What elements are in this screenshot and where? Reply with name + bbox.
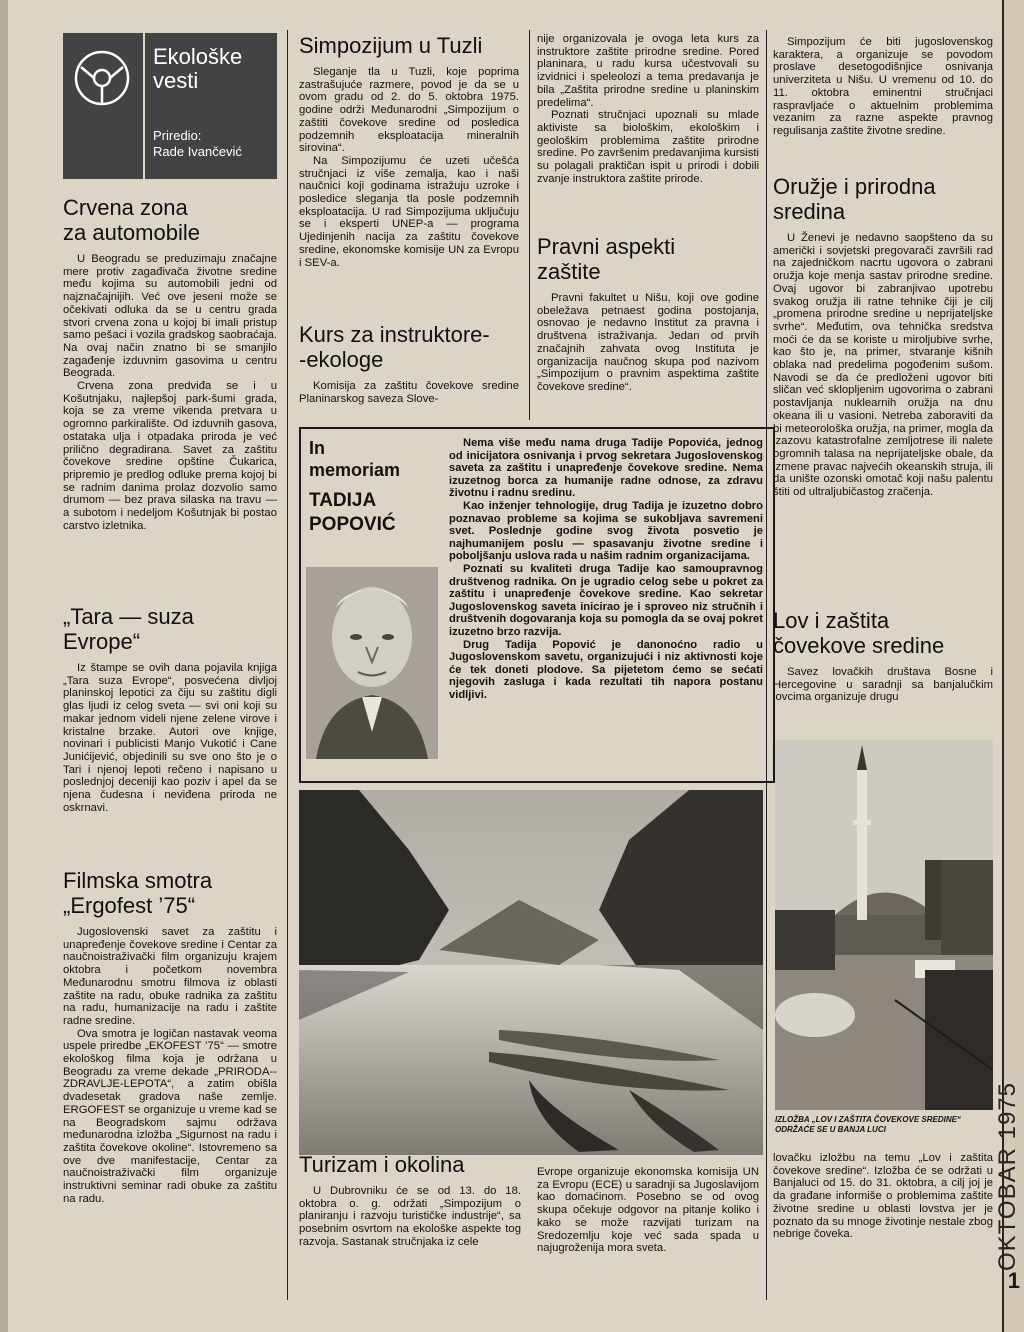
lake-boats-image	[299, 790, 763, 1155]
title-line1: Oružje i prirodna	[773, 174, 936, 199]
article-paragraph: Komisija za zaštitu čovekove sredine Planinarskog saveza Slove-	[299, 380, 519, 405]
memoriam-title-line2: memoriam	[309, 460, 401, 480]
title-line2: čovekove sredine	[773, 633, 945, 658]
article-kurs-continued	[537, 33, 759, 229]
article-lov	[773, 608, 993, 733]
article-lov-continued	[773, 1152, 993, 1287]
portrait-photo	[306, 567, 438, 759]
title-line1: Lov i zaštita	[773, 608, 890, 633]
section-header	[63, 33, 277, 179]
article-paragraph: Crvena zona predviđa se i u Košutnjaku, najlepšoj park-šumi grada, koja se za vreme vikenda pretvara u ogromno parkiralište. Od izduvnih gasova, ostataka ulja i otpadaka priroda je već prilično degradirana. Savet za zaštitu čovekove sredine opštine Čukarica, pripremio je predlog odluke prema kojoj bi se radnim danima prolaz dozvolio samo drumom — bez prava silaska na travu — a subotom i nedeljom Košutnjak bi postao carstvo izletnika.	[63, 380, 277, 532]
article-title	[63, 195, 277, 245]
article-paragraph: U Ženevi je nedavno saopšteno da su američki i sovjetski pregovarači završili rad na zajedničkom nacrtu ugovora o zabrani oružja koje menja sastav prirodne sredine. Ovaj ugovor bi zabranjivao upotrebu svakog oružja ili ratne tehnike čiji je cilj „promena prirodne sredine u neprijateljske svrhe“. Međutim, ova tehnička sredstva moći će da se koriste u miroljubive svrhe, kao što je, na primer, stvaranje kišnih oblaka nad predelima pogođenim sušom. Navodi se da će predloženi ugovor biti sličan već sklopljenim ugovorima o zabrani postavljanja nuklearnih oružja na dnu okeana ili u vasioni. Netreba zaboraviti da bi meteorološka oružja, na primer, mogla da izazovu katastrofalne zemljotrese ili nalete ogromnih talasa na neprijateljske obale, da izmene pravac najvećih okeanskih struja, ili da unište ozonski omotač koji našu palentu štiti od ultraljubičastog zračenja.	[773, 232, 993, 499]
title-line1: Crvena zona	[63, 195, 188, 220]
memoriam-name	[309, 489, 424, 537]
article-kurs	[299, 322, 519, 417]
title-line2: zaštite	[537, 259, 601, 284]
article-oruzje	[773, 174, 993, 598]
article-simpozijum-tuzla	[299, 33, 519, 317]
article-paragraph: Sleganje tla u Tuzli, koje poprima zastrašujuće razmere, povod je da se u ovom gradu od 2. do 5. oktobra 1975. godine održi Međunarodni „Simpozijum o zaštiti čovekove sredine od posledica podzemnih eksploatacija mineralnih sirovina“.	[299, 66, 519, 155]
article-paragraph: Simpozijum će biti jugoslovenskog karaktera, a organizuje se povodom proslave desetogodišnjice osnivanja univerziteta u Nišu. U vremenu od 10. do 11. oktobra eminentni stručnjaci raspravljaće o aktuelnim problemima vezanim za razne aspekte pravnog regulisanja zaštite životne sredine.	[773, 36, 993, 137]
title-line2: „Ergofest ’75“	[63, 893, 196, 918]
title-line1: Pravni aspekti	[537, 234, 676, 259]
column-rule	[529, 30, 530, 420]
banja-luka-photo	[775, 740, 993, 1110]
column-rule	[287, 30, 288, 1300]
memoriam-text	[449, 437, 763, 701]
title-line1: Filmska smotra	[63, 868, 213, 893]
title-line1: „Tara — suza	[63, 604, 194, 629]
title-line2: Evrope“	[63, 629, 141, 654]
memoriam-paragraph: Drug Tadija Popović je danonoćno radio u Jugoslovenskom savetu, organizujući i niz aktivnosti koje će tek doneti plodove. Sa pijetetom ćemo se sećati njegovih zasluga i kada rezultati tih napora postanu vidljivi.	[449, 638, 763, 701]
article-paragraph: U Dubrovniku će se od 13. do 18. oktobra o. g. održati „Simpozijum o planiranju i razvoju turističke industrije“, sa posebnim osvrtom na ekološke aspekte tog razvoja. Sastanak stručnjaka iz cele	[299, 1185, 521, 1248]
memoriam-paragraph: Poznati su kvaliteti druga Tadije kao samoupravnog društvenog radnika. On je ugradio celog sebe u pokret za zaštitu i unapređenje čovekove sredine. Kao sekretar Jugoslovenskog saveta inicirao je i sproveo niz stručnih i društvenih dogovaranja koja su pomogla da se ovaj pokret izuzetno brzo razvija.	[449, 562, 763, 638]
article-title: Simpozijum u Tuzli	[299, 33, 483, 58]
article-paragraph: Savez lovačkih društava Bosne i Hercegovine u saradnji sa banjalučkim lovcima organizuje drugu	[773, 666, 993, 704]
article-title	[773, 174, 993, 224]
portrait-image	[306, 567, 438, 759]
memoriam-last-name: POPOVIĆ	[309, 514, 396, 535]
article-paragraph: Pravni fakultet u Nišu, koji ove godine obeležava petnaest godina postojanja, osnovao je nedavno Institut za pravna i društvena istraživanja. Jedan od prvih značajnih zahvata ovog Instituta je organizacija naučnog skupa pod nazivom „Simpozijum o pravnim aspektima zaštite čovekove sredine“.	[537, 292, 759, 393]
article-title	[63, 604, 277, 654]
article-title	[537, 234, 759, 284]
article-paragraph: nije organizovala je ovoga leta kurs za instruktore zaštite prirodne sredine. Pored planinara, u radu kursa učestvovali su izvidnici i speleolozi a tema predavanja je bila „Zaštita prirodne sredine u planinskim predelima“.	[537, 33, 759, 109]
page-edge-left	[0, 0, 8, 1332]
section-title-line1: Ekološke	[153, 44, 243, 69]
memoriam-title-line1: In	[309, 438, 325, 458]
article-turizam-continued	[537, 1166, 759, 1286]
article-paragraph: Evrope organizuje ekonomska komisija UN za Evropu (ECE) u saradnji sa Jugoslavijom kao domaćinom. Posebno se od ovog skupa očekuje odgovor na pitanje koliko i kako se može razvijati turizam na Sredozemlju koje već sada spada u najugroženija mora sveta.	[537, 1166, 759, 1255]
article-title	[299, 322, 519, 372]
memoriam-paragraph: Kao inženjer tehnologije, drug Tadija je izuzetno dobro poznavao probleme sa kojima se sukobljava savremeni svet. Poslednje godine svog života posvetio je najhumanijem poslu — spasavanju životne sredine i poboljšanju uslova rada u našim radnim organizacijama.	[449, 499, 763, 563]
memoriam-title	[309, 437, 419, 481]
article-crvena-zona	[63, 195, 277, 600]
article-paragraph: Na Simpozijumu će uzeti učešća stručnjaci iz više zemalja, kao i naši naučnici koji godinama istražuju uzroke i posledice sleganja tla posle podzemnih eksploatacija. U rad Simpozijuma uključuju se i eksperti UNEP-a — programa Ujedinjenih nacija za zaštitu čovekove sredine, ekonomske komisije UN za Evropu i SEV-a.	[299, 154, 519, 269]
photo-caption: IZLOŽBA „LOV I ZAŠTITA ČOVEKOVE SREDINE“ ODRŽAĆE SE U BANJA LUCI	[775, 1115, 961, 1134]
article-paragraph: Poznati stručnjaci upoznali su mlade aktiviste sa biološkim, ekološkim i geološkim problemima zaštite prirodne sredine. Po završenim predavanjima kursisti su polagali praktičan ispit u prirodi i dobili zvanje instruktora zaštite prirode.	[537, 109, 759, 185]
mosque-street-image	[775, 740, 993, 1110]
ecology-logo-icon	[73, 43, 131, 113]
article-pravni-aspekti	[537, 234, 759, 414]
memoriam-paragraph: Nema više među nama druga Tadije Popovića, jednog od inicijatora osnivanja i prvog sekretara Jugoslovenskog saveta za zaštitu i unapređenje čovekove sredine. Nema izuzetnog borca za humanije radne odnose, za zdravu životnu i radnu sredinu.	[449, 437, 763, 500]
title-line2: -ekologe	[299, 347, 384, 372]
lake-boats-photo	[299, 790, 763, 1155]
title-line1: Kurs za instruktore-	[299, 322, 490, 347]
article-filmska-smotra	[63, 868, 277, 1288]
issue-date: OKTOBAR 1975	[994, 1082, 1021, 1271]
section-title	[153, 45, 273, 93]
article-paragraph: Ova smotra je logičan nastavak veoma uspele priredbe „EKOFEST ’75“ — smotre ekološkog filma koja je održana u Beogradu za vreme dekade „PRIRODA--ZDRAVLJE-LEPOTA“, a zatim obišla dvadesetak gradova naše zemlje. ERGOFEST se organizuje u vreme kad se na Beogradskom sajmu održava međunarodna izložba „Sigurnost na radu i zaštita čovekove okoline“. Istovremeno sa ove dve manifestacije, Centar za naučnoistraživački film organizuje instruktivni seminar radi obuke za zaštitu na radu.	[63, 1027, 277, 1205]
title-line2: za automobile	[63, 220, 200, 245]
article-pravni-continued	[773, 36, 993, 164]
article-paragraph: Jugoslovenski savet za zaštitu i unapređenje čovekove sredine i Centar za naučnoistraživački film organizuju krajem oktobra i početkom novembra Međunarodnu smotru filmova iz oblasti zaštite na radu, obuke radnika za zaštitu na radu, humanizacije na radu i zaštite radne sredine.	[63, 926, 277, 1027]
header-divider	[143, 33, 145, 179]
article-title: Turizam i okolina	[299, 1152, 465, 1177]
article-turizam	[299, 1152, 521, 1292]
memoriam-box	[299, 427, 775, 783]
article-paragraph: lovačku izložbu na temu „Lov i zaštita čovekove sredine“. Izložba će se održati u Banjaluci od 15. do 31. oktobra, a cilj joj je da građane informiše o problemima zaštite životne sredine u oblasti lovstva jer je poznato da su mnoge životinje nestale zbog nebrige čoveka.	[773, 1152, 993, 1241]
article-paragraph: Iz štampe se ovih dana pojavila knjiga „Tara suza Evrope“, posvećena divljoj planinskoj lepotici za čiju su zaštitu digli glas ljudi iz celog sveta — svi oni koji su makar jednom videli njene zelene virove i kristalne brzake. Autori ove knjige, novinari i publicisti Manjo Vukotić i Cane Junićijević, objedinili su sve ono što je o Tari i njenoj lepoti rečeno i napisano u poslednjoj deceniji kao poziv i apel da se njena čudesna i neviđena priroda ne oskrnavi.	[63, 662, 277, 814]
page-number: 1	[1007, 1268, 1020, 1293]
article-paragraph: U Beogradu se preduzimaju značajne mere protiv zagađivača životne sredine među kojima su automobili jedni od najznačajnijih. Već ove jeseni može se očekivati odluka da se u centru grada stvori crvena zona u kojoj bi imali pristup samo pešaci i vozila gradskog saobraćaja. Na ovaj način znatno bi se smanjilo zagađenje izduvnim gasovima u centru Beograda.	[63, 253, 277, 380]
title-line2: sredina	[773, 199, 846, 224]
memoriam-first-name: TADIJA	[309, 490, 377, 511]
article-title	[773, 608, 993, 658]
editor-credit-label: Priredio:	[153, 128, 202, 143]
article-title	[63, 868, 277, 918]
editor-credit	[153, 128, 273, 160]
editor-credit-name: Rade Ivančević	[153, 144, 242, 159]
article-tara	[63, 604, 277, 856]
section-title-line2: vesti	[153, 68, 199, 93]
